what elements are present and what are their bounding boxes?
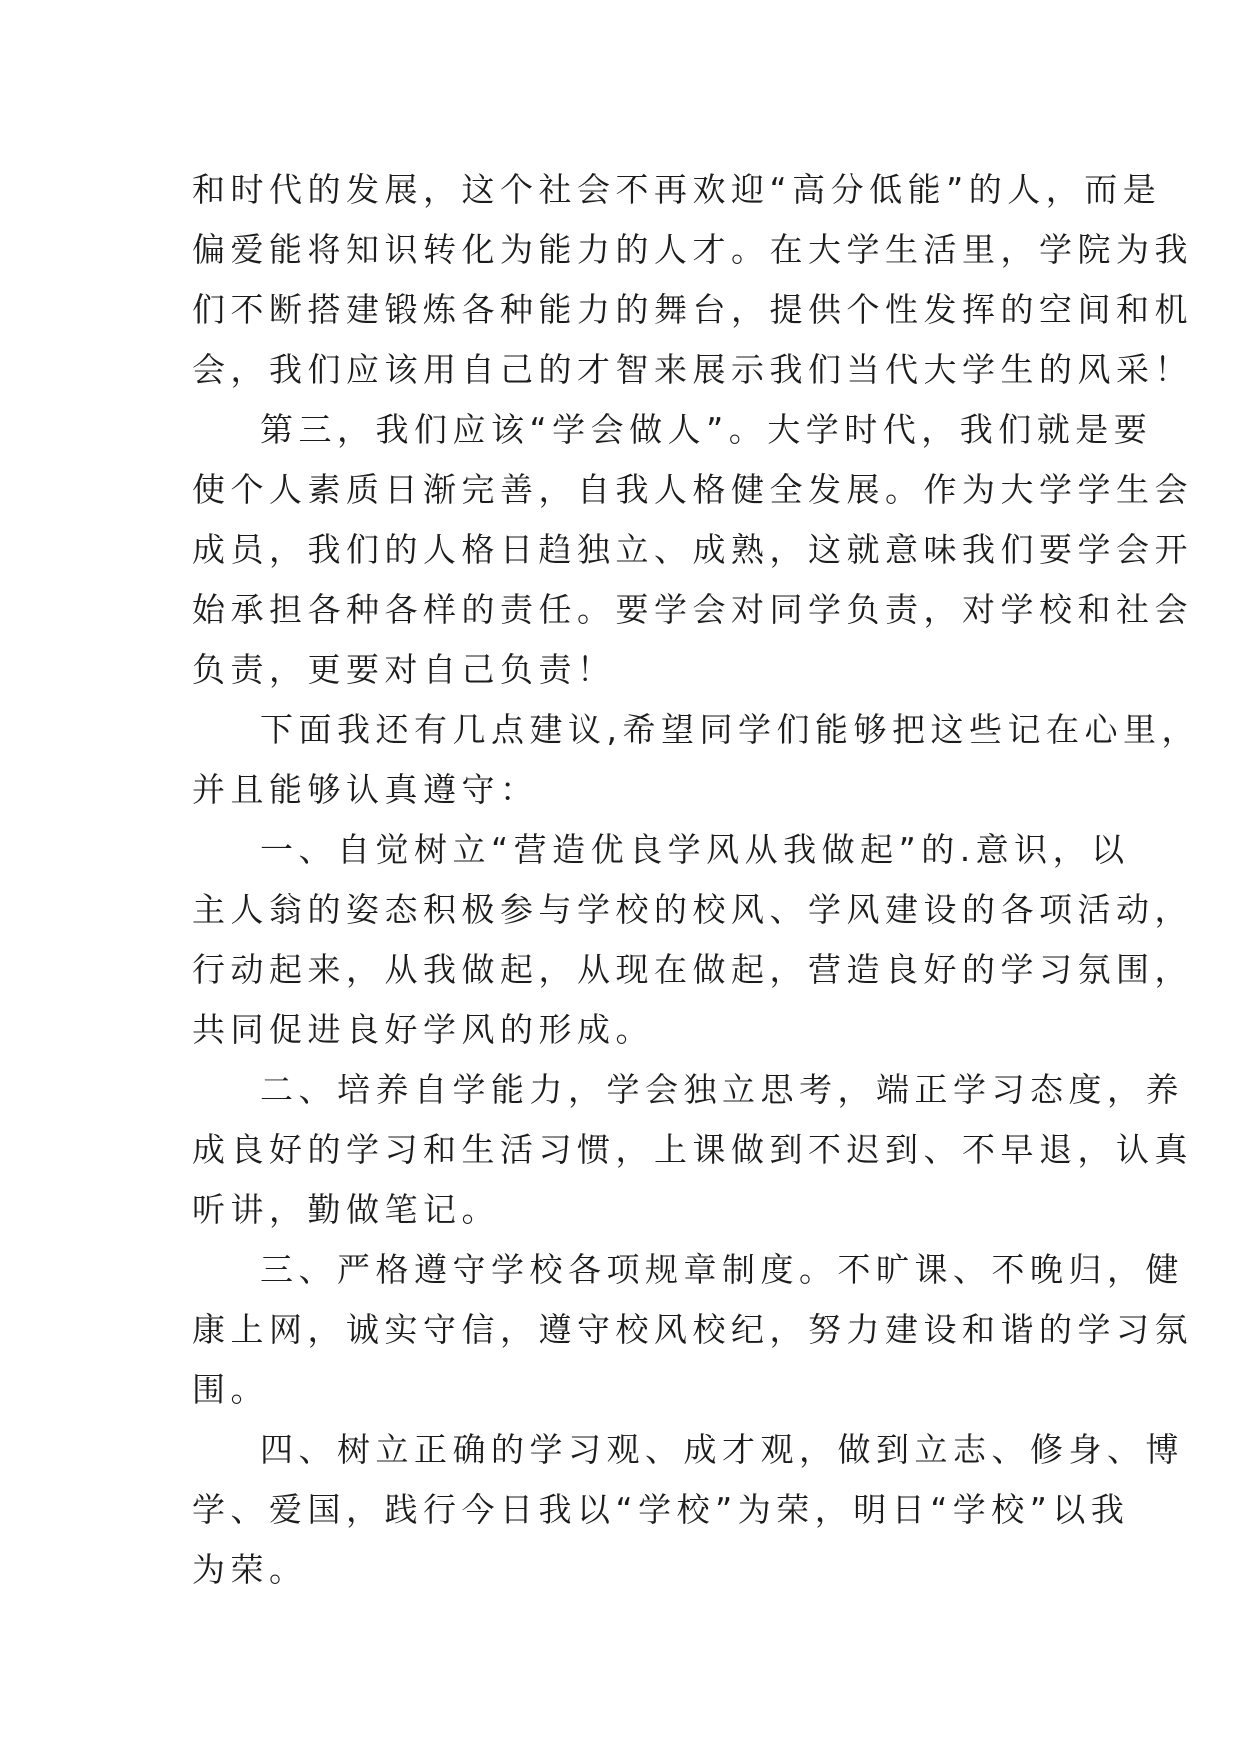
- text-line: 康上网，诚实守信，遵守校风校纪，努力建设和谐的学习氛: [192, 1310, 1193, 1349]
- text-line: 学、爱国，践行今日我以“学校”为荣，明日“学校”以我: [192, 1490, 1130, 1529]
- text-line: 成员，我们的人格日趋独立、成熟，这就意味我们要学会开: [192, 530, 1193, 569]
- text-line: 为荣。: [192, 1550, 308, 1589]
- paragraph-start-line: 第三，我们应该“学会做人”。大学时代，我们就是要: [260, 410, 1153, 449]
- text-line: 主人翁的姿态积极参与学校的校风、学风建设的各项活动，: [192, 890, 1193, 929]
- paragraph-start-line: 一、自觉树立“营造优良学风从我做起”的.意识，以: [260, 830, 1130, 869]
- text-line: 围。: [192, 1370, 269, 1409]
- paragraph-start-line: 下面我还有几点建议,希望同学们能够把这些记在心里，: [260, 710, 1200, 749]
- text-line: 始承担各种各样的责任。要学会对同学负责，对学校和社会: [192, 590, 1193, 629]
- text-line: 和时代的发展，这个社会不再欢迎“高分低能”的人，而是: [192, 170, 1162, 209]
- paragraph-start-line: 二、培养自学能力，学会独立思考，端正学习态度，养: [260, 1070, 1184, 1109]
- text-line: 行动起来，从我做起，从现在做起，营造良好的学习氛围，: [192, 950, 1193, 989]
- text-line: 负责，更要对自己负责！: [192, 650, 616, 689]
- document-body: [192, 160, 1200, 1600]
- paragraph-start-line: 四、树立正确的学习观、成才观，做到立志、修身、博: [260, 1430, 1184, 1469]
- paragraph-start-line: 三、严格遵守学校各项规章制度。不旷课、不晚归，健: [260, 1250, 1184, 1289]
- text-line: 听讲，勤做笔记。: [192, 1190, 500, 1229]
- text-line: 们不断搭建锻炼各种能力的舞台，提供个性发挥的空间和机: [192, 290, 1193, 329]
- text-line: 成良好的学习和生活习惯，上课做到不迟到、不早退，认真: [192, 1130, 1193, 1169]
- text-line: 使个人素质日渐完善，自我人格健全发展。作为大学学生会: [192, 470, 1193, 509]
- text-line: 偏爱能将知识转化为能力的人才。在大学生活里，学院为我: [192, 230, 1193, 269]
- text-line: 共同促进良好学风的形成。: [192, 1010, 654, 1049]
- text-line: 并且能够认真遵守：: [192, 770, 539, 809]
- text-line: 会，我们应该用自己的才智来展示我们当代大学生的风采！: [192, 350, 1193, 389]
